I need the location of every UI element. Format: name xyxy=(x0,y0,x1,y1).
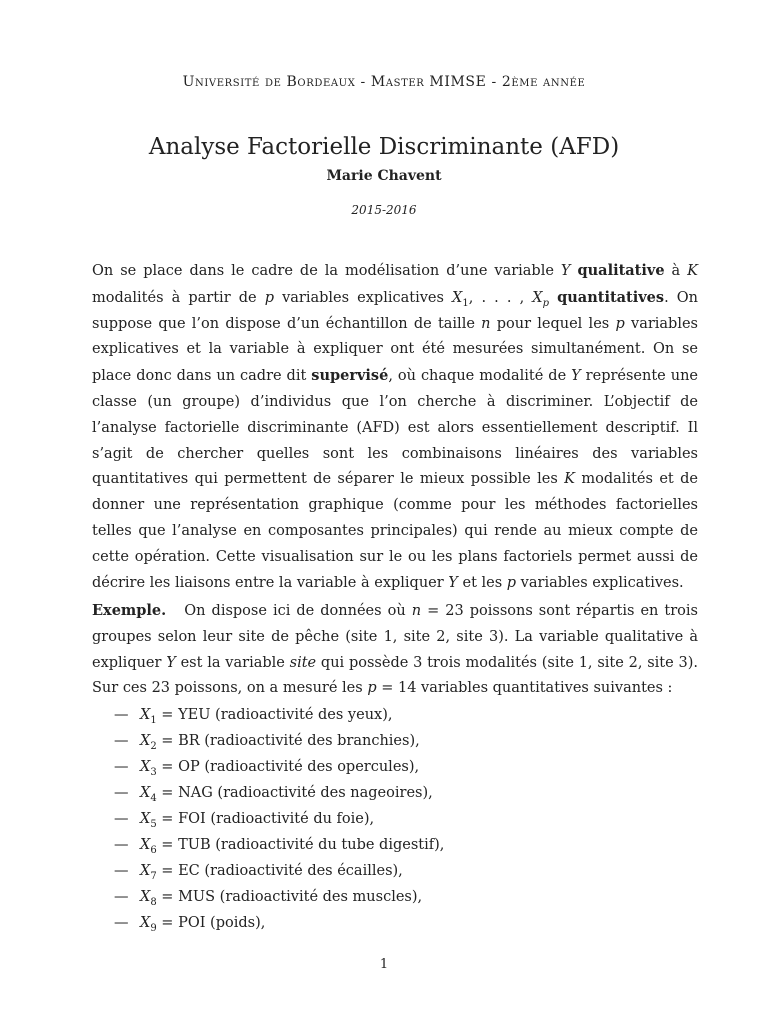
text-run: variables explicatives xyxy=(273,289,453,306)
list-dash: — xyxy=(114,837,129,853)
math-subscript: 1 xyxy=(462,297,469,309)
example-label: Exemple. xyxy=(92,602,167,619)
list-item xyxy=(114,780,444,806)
list-dash: — xyxy=(114,889,129,905)
math-subscript: 3 xyxy=(150,766,157,778)
list-dash: — xyxy=(114,733,129,749)
text-run: représente une classe (un groupe) d’individus que l’on cherche à discriminer. L’objectif de l’analyse factorielle discriminante (AFD) est alors essentiellement descriptif. Il s’agit de chercher quelles sont les combinaisons linéaires des variables quantitatives qui permettent de séparer le mieux possible les xyxy=(92,368,698,488)
text-run: = 23 poissons sont répartis en trois groupes selon leur site de pêche (site 1, site 2, site 3). La variable qualitative à expliquer xyxy=(92,603,698,671)
text-run: est la variable xyxy=(175,654,290,671)
math-subscript: 4 xyxy=(150,792,157,804)
math-p: p xyxy=(506,574,517,591)
variable-description: = NAG (radioactivité des nageoires), xyxy=(156,785,433,801)
text-run: variables explicatives et la variable à expliquer ont été mesurées simultanément. On se place donc dans un cadre dit xyxy=(92,315,698,385)
list-item xyxy=(114,728,444,754)
math-X: X xyxy=(532,289,543,306)
variable-description: = EC (radioactivité des écailles), xyxy=(156,863,403,879)
math-Y: Y xyxy=(571,368,581,385)
list-dash: — xyxy=(114,811,129,827)
variable-description: = BR (radioactivité des branchies), xyxy=(156,733,420,749)
list-dash: — xyxy=(114,759,129,775)
text-run: On se place dans le cadre de la modélisation d’une variable xyxy=(92,263,561,279)
math-X: X xyxy=(140,733,151,749)
variable-description: = YEU (radioactivité des yeux), xyxy=(156,707,393,723)
text-run: modalités à partir de xyxy=(92,289,265,306)
math-X: X xyxy=(140,837,151,853)
course-header: Université de Bordeaux - Master MIMSE - 2ème année xyxy=(182,74,586,90)
math-subscript: 2 xyxy=(150,740,157,752)
math-n: n xyxy=(481,315,491,332)
math-Y: Y xyxy=(560,263,571,279)
math-X: X xyxy=(140,811,151,827)
text-run: variables explicatives. xyxy=(516,574,684,591)
text-run: et les xyxy=(457,574,507,591)
variable-description: = MUS (radioactivité des muscles), xyxy=(156,889,423,905)
text-run: , où chaque modalité de xyxy=(388,368,572,385)
intro-paragraph xyxy=(92,258,698,596)
math-subscript: 5 xyxy=(150,818,157,830)
list-dash: — xyxy=(114,915,129,931)
list-dash: — xyxy=(114,707,129,723)
list-item xyxy=(114,858,444,884)
math-X: X xyxy=(452,289,463,306)
math-subscript: 1 xyxy=(150,714,157,726)
keyword-quantitatives: quantitatives xyxy=(557,288,665,306)
text-run: . On suppose que l’on dispose d’un échantillon de taille xyxy=(92,289,698,332)
math-X: X xyxy=(140,915,151,931)
variable-description: = OP (radioactivité des opercules), xyxy=(156,759,420,775)
list-item xyxy=(114,884,444,910)
math-K: K xyxy=(687,263,699,279)
example-paragraph xyxy=(92,598,698,702)
math-p: p xyxy=(264,289,274,306)
variable-description: = FOI (radioactivité du foie), xyxy=(156,811,375,827)
text-run: pour lequel les xyxy=(490,315,616,332)
variable-description: = TUB (radioactivité du tube digestif), xyxy=(156,837,445,853)
list-dash: — xyxy=(114,785,129,801)
math-p: p xyxy=(615,315,625,332)
math-subscript: 7 xyxy=(150,870,157,882)
math-dots: , . . . , xyxy=(468,289,533,306)
keyword-supervise: supervisé xyxy=(311,367,389,385)
list-item xyxy=(114,806,444,832)
math-subscript: 9 xyxy=(150,922,157,934)
math-X: X xyxy=(140,889,151,905)
math-n: n xyxy=(411,603,422,619)
math-X: X xyxy=(140,863,151,879)
math-Y: Y xyxy=(166,654,176,671)
math-p: p xyxy=(367,680,377,697)
text-run: à xyxy=(664,263,688,279)
text-run: modalités et de donner une représentation graphique (comme pour les méthodes factorielles telles que l’analyse en composantes principales) qui rende au mieux compte de cette opération. Cette visualisation sur le ou les plans factoriels permet aussi de décrire les liaisons entre la variable à expliquer xyxy=(92,471,698,591)
keyword-qualitative: qualitative xyxy=(577,262,665,279)
math-subscript: 6 xyxy=(150,844,157,856)
math-X: X xyxy=(140,759,151,775)
academic-year: 2015-2016 xyxy=(351,203,417,217)
document-title: Analyse Factorielle Discriminante (AFD) xyxy=(148,134,620,160)
list-item xyxy=(114,910,444,936)
text-run: = 14 variables quantitatives suivantes : xyxy=(376,680,673,697)
variable-site: site xyxy=(289,654,317,671)
math-Y: Y xyxy=(448,574,458,591)
math-subscript: p xyxy=(542,297,550,309)
math-X: X xyxy=(140,785,151,801)
text-run: On dispose ici de données où xyxy=(184,603,412,619)
list-item xyxy=(114,754,444,780)
text-run: qui possède 3 trois modalités (site 1, site 2, site 3). Sur ces 23 poissons, on a mesuré les xyxy=(92,654,698,697)
variable-list xyxy=(114,702,444,936)
math-K: K xyxy=(564,471,576,488)
author-name: Marie Chavent xyxy=(326,168,442,184)
page-number: 1 xyxy=(379,957,389,972)
math-subscript: 8 xyxy=(150,896,157,908)
variable-description: = POI (poids), xyxy=(156,915,266,931)
list-item xyxy=(114,702,444,728)
math-X: X xyxy=(140,707,151,723)
list-item xyxy=(114,832,444,858)
list-dash: — xyxy=(114,863,129,879)
